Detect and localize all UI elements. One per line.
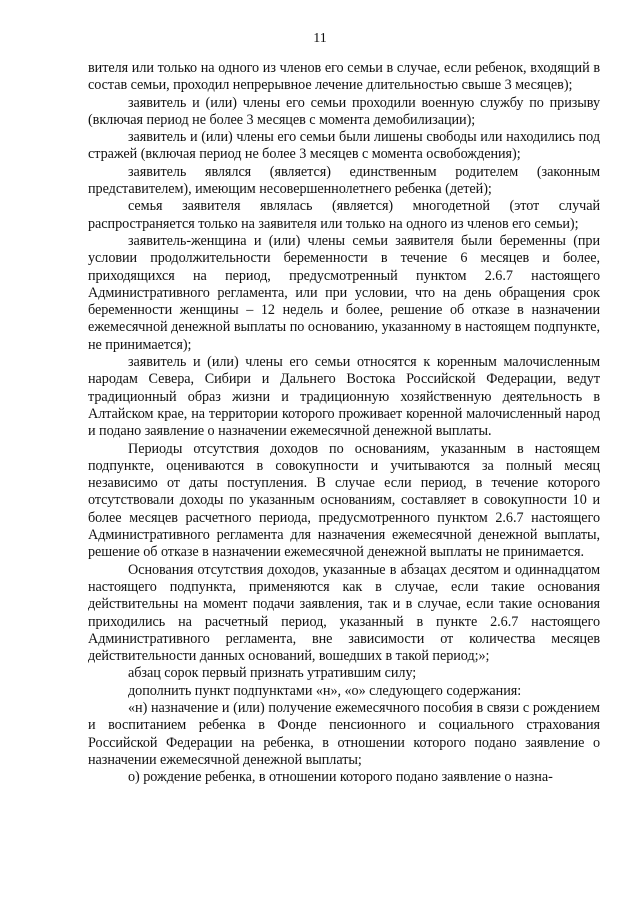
paragraph: Периоды отсутствия доходов по основаниям, указанным в настоящем подпункте, оцениваются в совокупности и учитываются за полный месяц независимо от даты поступления. В случае если период, в течение которого отсутствовали доходы по указанным основаниям, составляет в совокупности 10 и более месяцев расчетного периода, предусмотренного пунктом 2.6.7 настоящего Административного регламента для назначения ежемесячной денежной выплаты, решение об отказе в назначении ежемесячной денежной выплаты не принимается. xyxy=(88,440,600,561)
paragraph: заявитель и (или) члены его семьи проходили военную службу по призыву (включая период не более 3 месяцев с момента демобилизации); xyxy=(88,94,600,128)
paragraph: заявитель и (или) члены его семьи относятся к коренным малочисленным народам Севера, Сибири и Дальнего Востока Российской Федерации, ведут традиционный образ жизни и традиционную хозяйственную деятельность в Алтайском крае, на территории которого проживает коренной малочисленный народ и подано заявление о назначении ежемесячной денежной выплаты. xyxy=(88,354,600,440)
paragraph: заявитель и (или) члены его семьи были лишены свободы или находились под стражей (включая период не более 3 месяцев с момента освобождения); xyxy=(88,129,600,163)
document-body xyxy=(88,60,600,786)
paragraph: «н) назначение и (или) получение ежемесячного пособия в связи с рождением и воспитанием ребенка в Фонде пенсионного и социального страхования Российской Федерации на ребенка, в отношении которого подано заявление о назначении ежемесячной денежной выплаты; xyxy=(88,699,600,768)
paragraph: дополнить пункт подпунктами «н», «о» следующего содержания: xyxy=(128,682,522,699)
paragraph: заявитель являлся (является) единственным родителем (законным представителем), имеющим несовершеннолетнего ребенка (детей); xyxy=(88,163,600,198)
paragraph: семья заявителя являлась (является) многодетной (этот случай распространяется только на заявителя или только на одного из членов его семьи); xyxy=(88,198,600,232)
paragraph: Основания отсутствия доходов, указанные в абзацах десятом и одиннадцатом настоящего подпункта, применяются как в случае, если такие основания действительны на момент подачи заявления, так и в случае, если такие основания приходились на расчетный период, указанный в пункте 2.6.7 настоящего Административного регламента, вне зависимости от количества месяцев действительности данных оснований, вошедших в такой период;»; xyxy=(88,561,600,665)
paragraph: абзац сорок первый признать утратившим силу; xyxy=(128,665,417,682)
page-number: 11 xyxy=(313,31,327,46)
paragraph: заявитель-женщина и (или) члены семьи заявителя были беременны (при условии продолжительности беременности в течение 6 месяцев и более, приходящихся на период, предусмотренный пунктом 2.6.7 настоящего Административного регламента, или при условии, что на день обращения срок беременности женщины – 12 недель и более, решение об отказе в назначении ежемесячной денежной выплаты по основанию, указанному в настоящем подпункте, не принимается); xyxy=(88,232,600,353)
paragraph: о) рождение ребенка, в отношении которого подано заявление о назна- xyxy=(128,769,553,786)
paragraph: вителя или только на одного из членов его семьи в случае, если ребенок, входящий в состав семьи, проходил непрерывное лечение длительностью свыше 3 месяцев); xyxy=(88,60,600,94)
